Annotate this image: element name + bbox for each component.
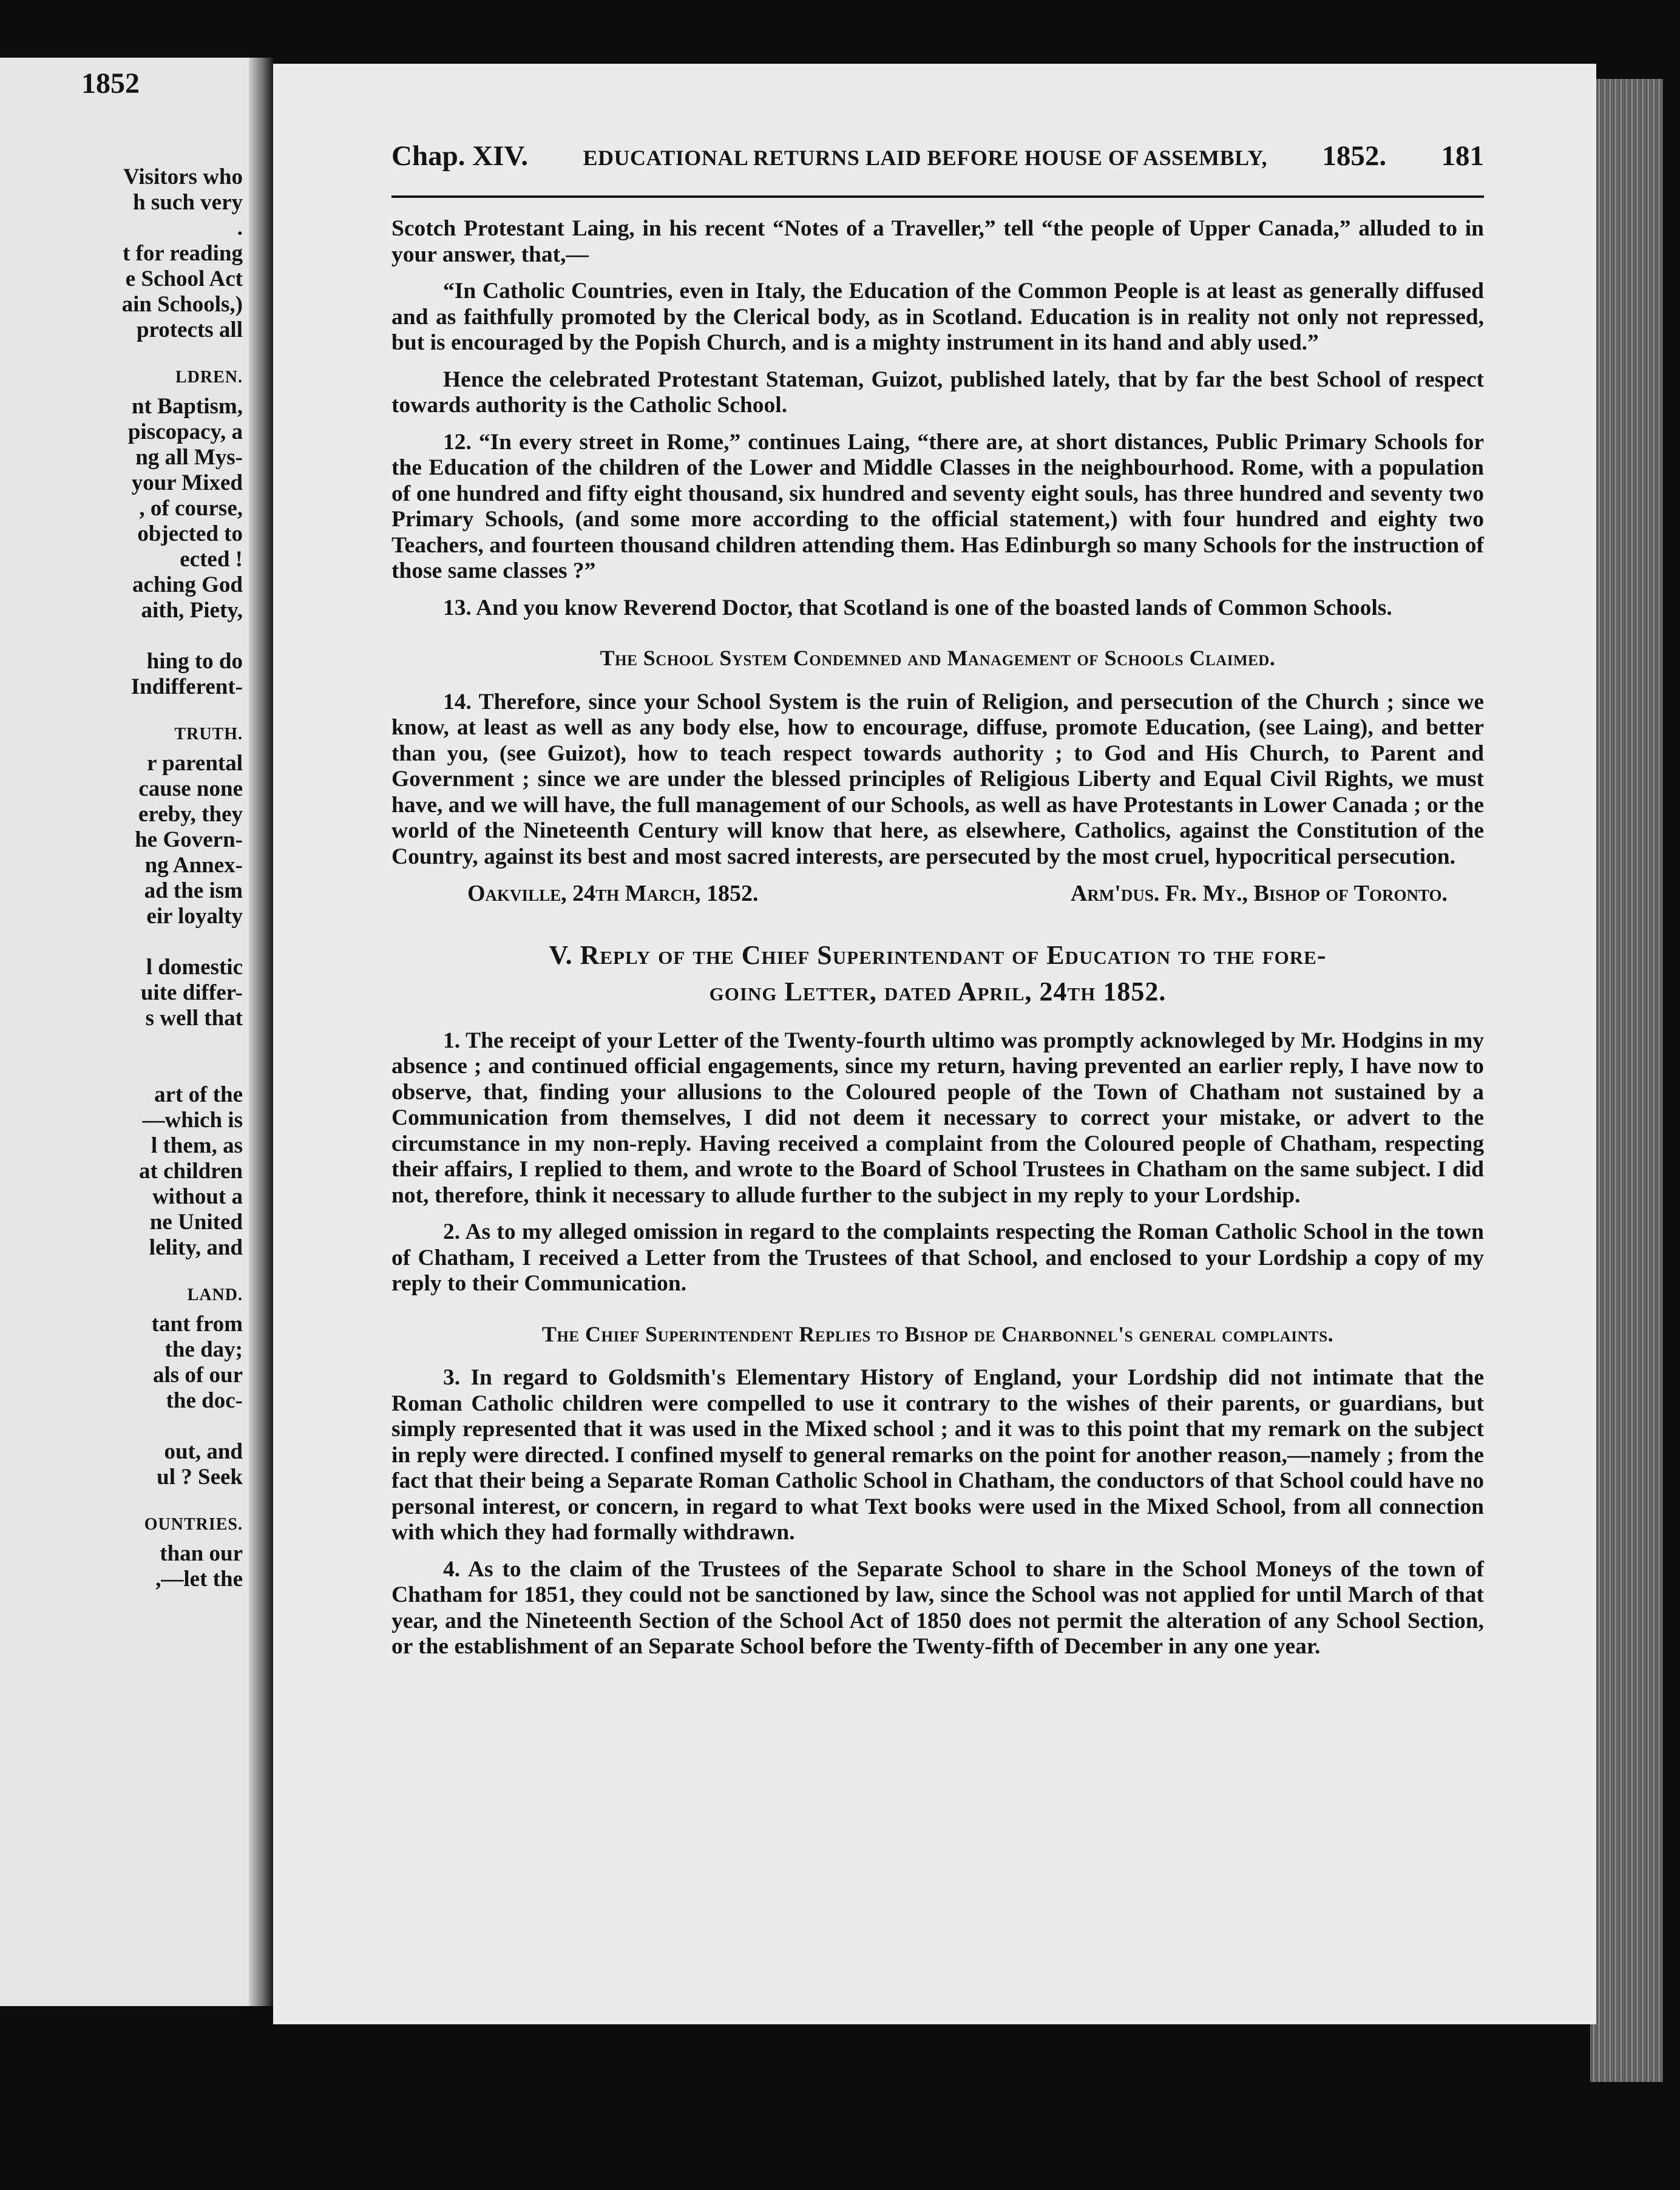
left-page-line: without a xyxy=(152,1184,243,1209)
left-page-line: Visitors who xyxy=(123,164,243,189)
right-page xyxy=(273,64,1596,2024)
left-page-line: als of our xyxy=(153,1363,243,1388)
left-page-line: ul ? Seek xyxy=(157,1465,243,1490)
left-page-line: ad the ism xyxy=(144,878,243,903)
left-page-line: Indifferent- xyxy=(130,674,243,699)
left-page-line: . xyxy=(237,215,243,240)
paragraph-laing-intro: Scotch Protestant Laing, in his recent “Notes of a Traveller,” tell “the people of Upper Canada,” alluded to in your answer, that,— xyxy=(391,216,1484,267)
running-title: EDUCATIONAL RETURNS LAID BEFORE HOUSE OF ASSEMBLY, xyxy=(583,146,1268,170)
left-page xyxy=(0,58,261,2006)
section-heading-line-1: V. Reply of the Chief Superintendant of Education to the fore- xyxy=(549,940,1327,970)
paragraph-reply-2: 2. As to my alleged omission in regard to the complaints respecting the Roman Catholic School in the town of Chatham, I received a Letter from the Trustees of that School, and enclosed to your Lordship a copy of my reply to their Communication. xyxy=(391,1219,1484,1296)
left-page-line: uite differ- xyxy=(140,980,243,1005)
paragraph-reply-3: 3. In regard to Goldsmith's Elementary History of England, your Lordship did not intimate that the Roman Catholic children were compelled to use it contrary to the wishes of their parents, or guardians, but simply represented that it was used in the Mixed school ; and it was to this point that my remark on the subject in reply were directed. I confined myself to general remarks on the point for another reason,—namely ; from the fact that their being a Separate Roman Catholic School in Chatham, the conductors of that School could have no personal interest, or concern, in regard to what Text books were used in the Mixed School, from all connection with which they had formally withdrawn. xyxy=(391,1365,1484,1545)
left-page-line: your Mixed xyxy=(131,470,243,495)
running-header xyxy=(391,140,1484,172)
paragraph-quote: “In Catholic Countries, even in Italy, the Education of the Common People is at least as generally diffused and as faithfully promoted by the Clerical body, as in Scotland. Education is in reality not only not repressed, but is encouraged by the Popish Church, and is a mighty instrument in its hand and ably used.” xyxy=(391,279,1484,355)
paragraph-reply-4: 4. As to the claim of the Trustees of the Separate School to share in the School Moneys of the town of Chatham for 1851, they could not be sanctioned by law, since the School was not applied for until March of that year, and the Nineteenth Section of the School Act of 1850 does not permit the alteration of any School Section, or the establishment of an Separate School before the Twenty-fifth of December in any one year. xyxy=(391,1556,1484,1659)
signature-line xyxy=(391,881,1484,907)
left-page-line: h such very xyxy=(133,190,243,215)
page-number: 181 xyxy=(1441,140,1484,172)
chapter-label: Chap. XIV. xyxy=(391,140,529,172)
left-page-heading: OUNTRIES. xyxy=(144,1515,243,1534)
left-page-line: nt Baptism, xyxy=(132,394,243,419)
left-page-line: l domestic xyxy=(146,955,243,980)
left-page-line: he Govern- xyxy=(135,827,243,852)
paragraph-guizot: Hence the celebrated Protestant Stateman, Guizot, published lately, that by far the best School of respect towards authority is the Catholic School. xyxy=(391,367,1484,418)
page-edges xyxy=(1590,79,1663,2082)
signature-place-date: Oakville, 24th March, 1852. xyxy=(467,881,759,906)
section-heading xyxy=(391,937,1484,1010)
left-page-line: hing to do xyxy=(146,649,243,674)
left-page-line: ected ! xyxy=(180,547,243,572)
left-page-line: ng Annex- xyxy=(144,853,243,878)
subheading-school-system: The School System Condemned and Management of Schools Claimed. xyxy=(600,646,1276,670)
left-page-heading: TRUTH. xyxy=(174,725,243,744)
left-page-line: cause none xyxy=(138,776,243,801)
left-page-line: l them, as xyxy=(151,1133,243,1158)
paragraph-12: 12. “In every street in Rome,” continues Laing, “there are, at short distances, Public Primary Schools for the Education of the children of the Lower and Middle Classes in the neighbourhood. Rome, with a population of one hundred and fifty eight thousand, six hundred and seventy eight souls, has three hundred and seventy two Primary Schools, (and some more according to the official statement,) with four hundred and eighty two Teachers, and fourteen thousand children attending them. Has Edinburgh so many Schools for the instruction of those same classes ?” xyxy=(391,429,1484,583)
header-year: 1852. xyxy=(1322,140,1387,172)
left-page-line: ereby, they xyxy=(138,802,243,827)
left-page-heading: LDREN. xyxy=(175,368,243,387)
paragraph-13: 13. And you know Reverend Doctor, that Scotland is one of the boasted lands of Common Schools. xyxy=(443,595,1392,620)
left-page-line: ain Schools,) xyxy=(121,292,243,317)
left-page-line: r parental xyxy=(147,751,243,776)
left-page-line: tant from xyxy=(151,1312,243,1337)
left-page-line: eir loyalty xyxy=(146,904,243,929)
left-page-line: ng all Mys- xyxy=(135,445,243,470)
left-page-line: the doc- xyxy=(166,1388,243,1413)
left-page-line: s well that xyxy=(145,1006,243,1031)
page-content xyxy=(391,140,1484,1671)
left-page-line: art of the xyxy=(154,1082,243,1107)
left-page-line: out, and xyxy=(164,1439,243,1464)
section-heading-line-2: going Letter, dated April, 24th 1852. xyxy=(709,976,1167,1006)
left-page-line: ne United xyxy=(149,1210,243,1235)
body-text xyxy=(391,216,1484,1660)
signature-name: Arm'dus. Fr. My., Bishop of Toronto. xyxy=(1070,881,1448,906)
left-page-line: protects all xyxy=(136,317,243,342)
left-page-line: objected to xyxy=(137,521,243,546)
left-page-line: at children xyxy=(139,1159,243,1184)
left-page-line: lelity, and xyxy=(149,1235,243,1260)
left-page-line: aching God xyxy=(132,572,243,597)
left-page-line: e School Act xyxy=(125,266,243,291)
left-page-line: the day; xyxy=(164,1337,243,1362)
left-page-line: —which is xyxy=(142,1108,243,1133)
header-rule xyxy=(391,195,1484,198)
left-page-line: piscopacy, a xyxy=(127,419,243,444)
subheading-replies: The Chief Superintendent Replies to Bishop de Charbonnel's general complaints. xyxy=(541,1321,1334,1346)
paragraph-reply-1: 1. The receipt of your Letter of the Twenty-fourth ultimo was promptly acknowleged by Mr. Hodgins in my absence ; and continued official engagements, since my return, having prevented an earlier reply, I have now to observe, that, finding your allusions to the Coloured people of the Town of Chatham not sustained by a Communication from themselves, I did not deem it necessary to correct your mistake, or advert to the circumstance in my non-reply. Having received a complaint from the Coloured people of Chatham, respecting their affairs, I replied to them, and wrote to the Board of School Trustees in Chatham on the same subject. I did not, therefore, think it necessary to allude further to the subject in my reply to your Lordship. xyxy=(391,1028,1484,1208)
left-page-line: t for reading xyxy=(122,241,243,266)
left-page-header: 1852 xyxy=(81,67,140,100)
left-page-line: ,—let the xyxy=(155,1567,243,1592)
left-page-line: aith, Piety, xyxy=(141,598,243,623)
left-page-heading: LAND. xyxy=(187,1286,243,1304)
paragraph-14: 14. Therefore, since your School System is the ruin of Religion, and persecution of the Church ; since we know, at least as well as any body else, how to encourage, diffuse, promote Education, (see Laing), and better than you, (see Guizot), how to teach respect towards authority ; to God and His Church, to Parent and Government ; since we are under the blessed principles of Religious Liberty and Equal Civil Rights, we must have, and we will have, the full management of our Schools, as well as have Protestants in Lower Canada ; or the world of the Nineteenth Century will know that here, as elsewhere, Catholics, against the Constitution of the Country, against its best and most sacred interests, are persecuted by the most cruel, hypocritical persecution. xyxy=(391,689,1484,869)
book-gutter xyxy=(249,58,273,2006)
left-page-line: than our xyxy=(160,1541,243,1566)
left-page-line: , of course, xyxy=(139,496,243,521)
